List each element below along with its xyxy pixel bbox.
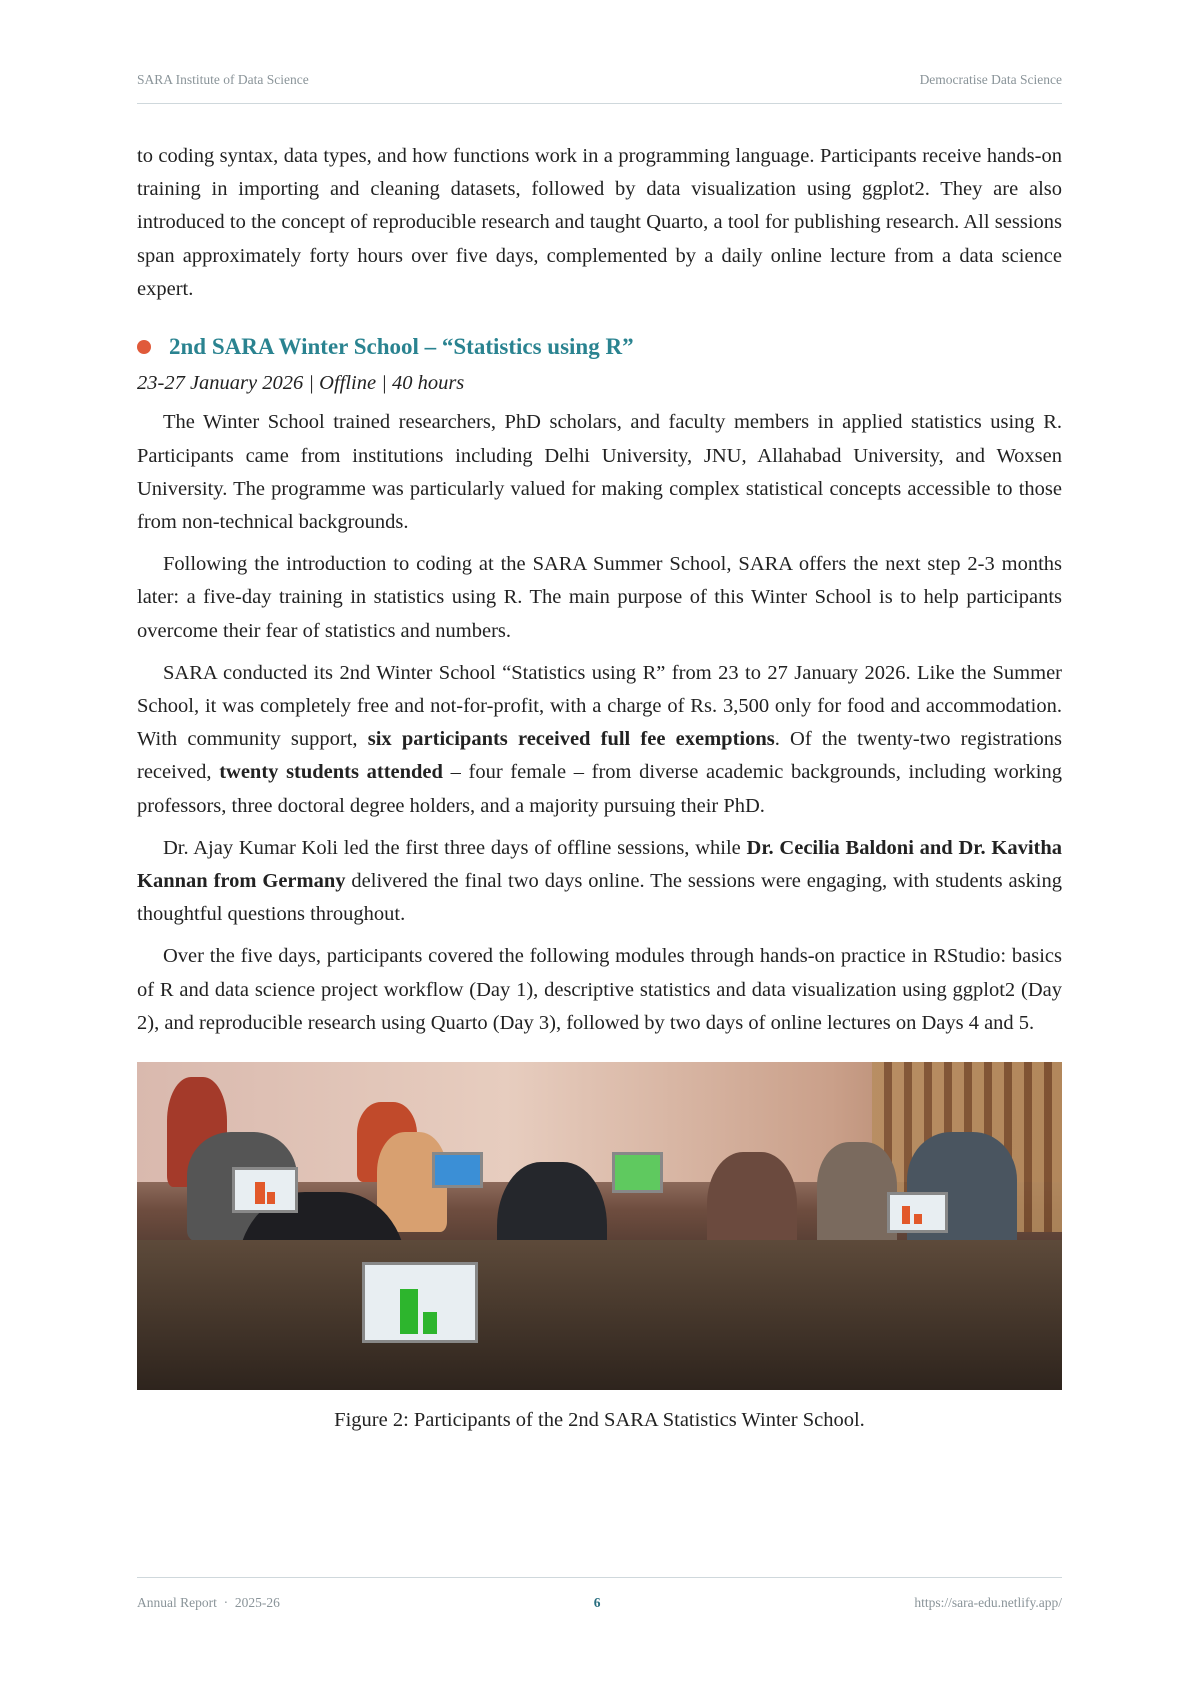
bold-text: twenty students attended: [219, 761, 443, 784]
intro-paragraph: to coding syntax, data types, and how functions work in a programming language. Participants receive hands-on training in importing and cleaning datasets, followed by data visualization using ggplot2. They are also introduced to the concept of reproducible research and taught Quarto, a tool for publishing research. All sessions span approximately forty hours over five days, complemented by a daily online lecture from a data science expert.: [137, 145, 1062, 300]
paragraph-2: Following the introduction to coding at the SARA Summer School, SARA offers the next step 2-3 months later: a five-day training in statistics using R. The main purpose of this Winter School is to help participants overcome their fear of statistics and numbers.: [137, 553, 1062, 642]
paragraph-3: [137, 657, 1062, 823]
laptop-screen: [232, 1167, 298, 1213]
page-number: 6: [593, 1595, 601, 1610]
laptop-screen: [432, 1152, 483, 1188]
laptop-screen: [612, 1152, 663, 1193]
section-heading: [137, 330, 1062, 363]
photo-person: [817, 1142, 897, 1252]
page-content: [137, 140, 1062, 1437]
header-rule: [137, 103, 1062, 104]
bullet-dot-icon: [137, 340, 151, 354]
paragraph-4: [137, 832, 1062, 932]
section-meta: 23-27 January 2026 | Offline | 40 hours: [137, 372, 465, 395]
page-header: [137, 72, 1062, 88]
text: Dr. Ajay Kumar Koli led the first three days of offline sessions, while: [163, 836, 747, 859]
text: . Of the twenty-two registrations received,: [137, 728, 1062, 784]
footer-rule: [137, 1577, 1062, 1578]
paragraph-1: The Winter School trained researchers, PhD scholars, and faculty members in applied statistics using R. Participants came from institutions including Delhi University, JNU, Allahabad University, and Woxsen University. The programme was particularly valued for making complex statistical concepts accessible to those from non-technical backgrounds.: [137, 411, 1062, 534]
participants-photo: [137, 1062, 1062, 1390]
footer-left: Annual Report · 2025-26: [137, 1595, 280, 1610]
text: delivered the final two days online. The sessions were engaging, with students asking thoughtful questions throughout.: [137, 870, 1062, 926]
photo-table: [137, 1240, 1062, 1390]
text: SARA conducted its 2nd Winter School “Statistics using R” from 23 to 27 January 2026. Like the Summer School, it was completely free and not-for-profit, with a charge of Rs. 3,500 only for food and accommodation. With community support,: [137, 661, 1062, 751]
header-right: Democratise Data Science: [919, 72, 1062, 87]
page-footer: [137, 1595, 1062, 1611]
section-title: 2nd SARA Winter School – “Statistics using R”: [169, 334, 634, 360]
bold-text: Dr. Cecilia Baldoni and Dr. Kavitha Kannan from Germany: [137, 836, 1062, 893]
figure-caption: Figure 2: Participants of the 2nd SARA Statistics Winter School.: [334, 1409, 865, 1432]
laptop-screen: [887, 1192, 948, 1233]
paragraph-5: Over the five days, participants covered the following modules through hands-on practice in RStudio: basics of R and data science project workflow (Day 1), descriptive statistics and data visualization using ggplot2 (Day 2), and reproducible research using Quarto (Day 3), followed by two days of online lectures on Days 4 and 5.: [137, 945, 1062, 1034]
header-left: SARA Institute of Data Science: [137, 72, 309, 87]
text: – four female – from diverse academic backgrounds, including working professors, three doctoral degree holders, and a majority pursuing their PhD.: [137, 761, 1062, 817]
bold-text: six participants received full fee exemptions: [367, 728, 775, 751]
footer-url-link[interactable]: https://sara-edu.netlify.app/: [914, 1595, 1062, 1610]
laptop-screen: [362, 1262, 478, 1343]
